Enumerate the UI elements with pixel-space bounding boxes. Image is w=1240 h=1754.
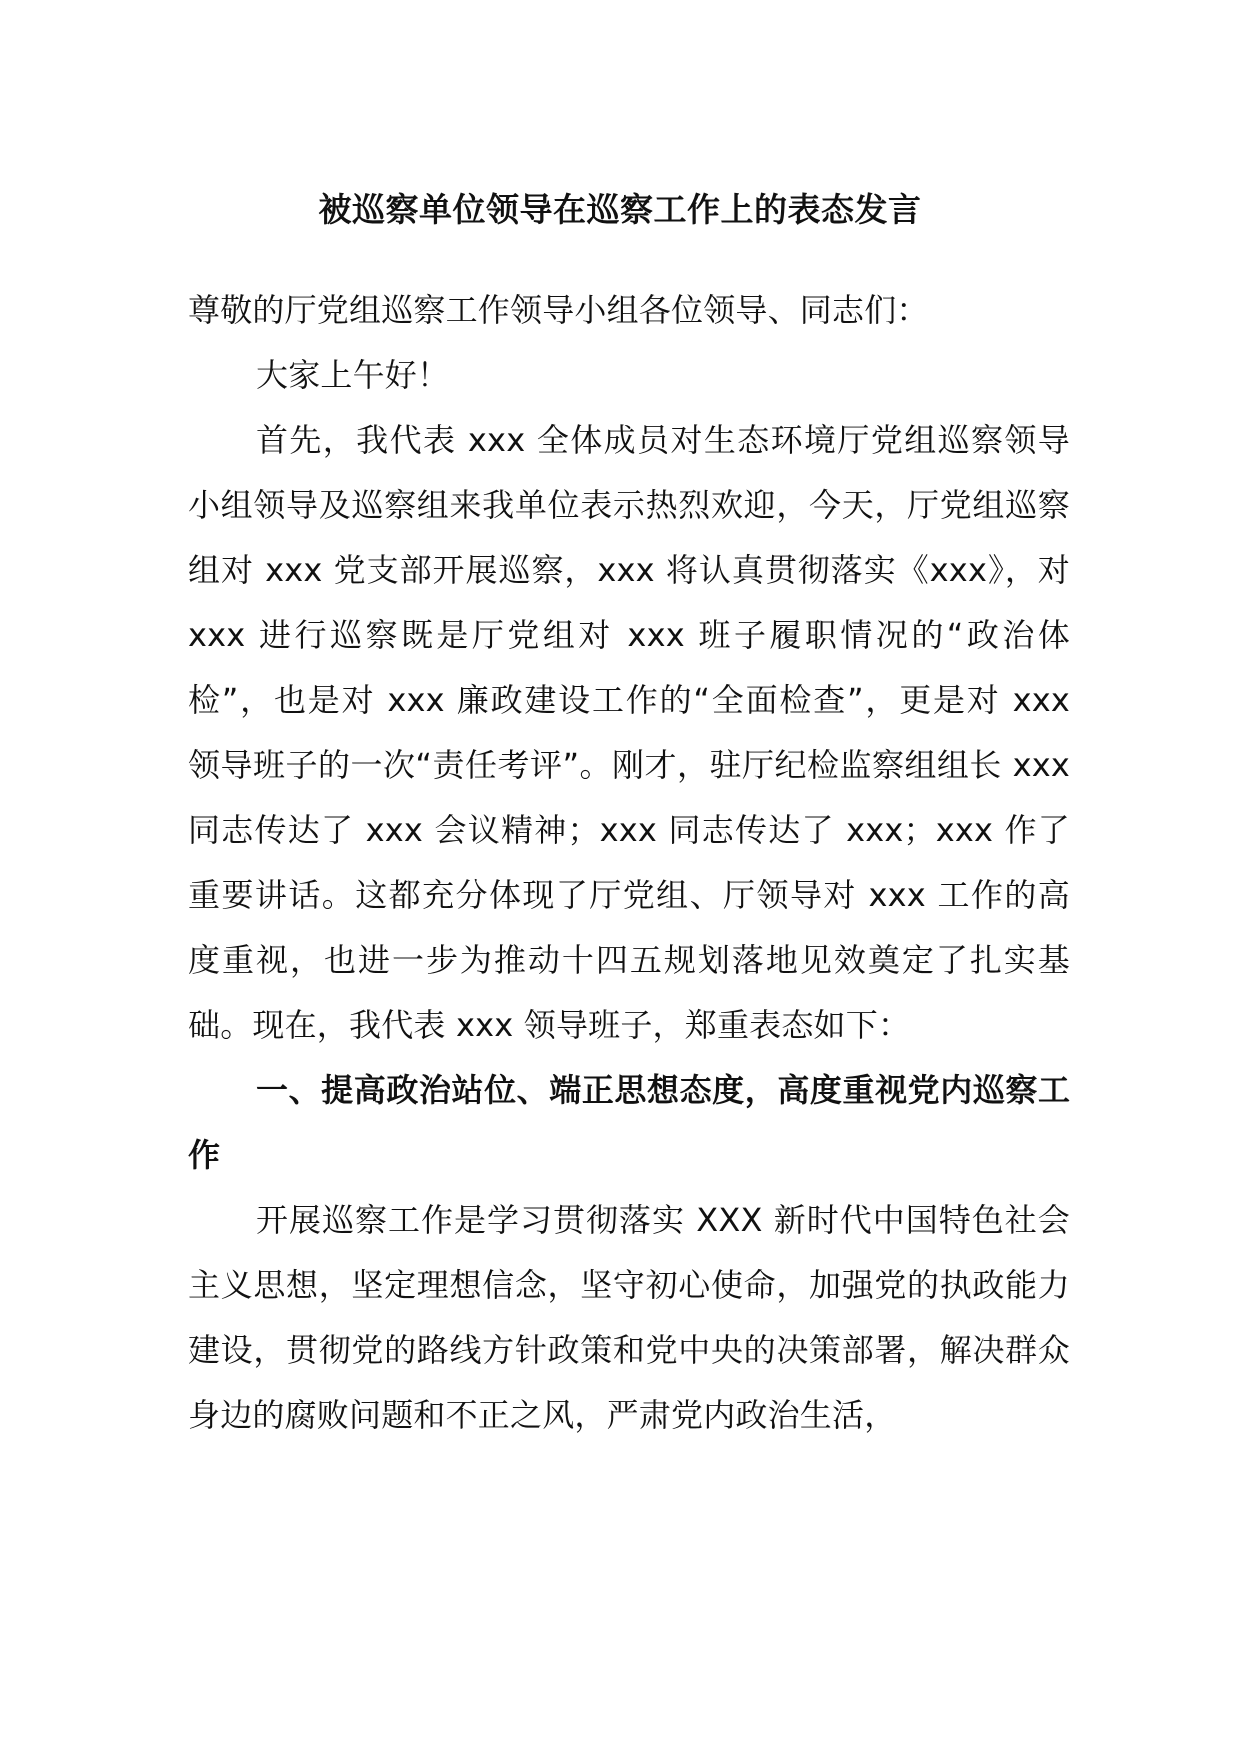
greeting: 大家上午好！	[256, 356, 450, 394]
body-paragraph-2: 开展巡察工作是学习贯彻落实 XXX 新时代中国特色社会主义思想，坚定理想信念，坚守初心使命，加强党的执政能力建设，贯彻党的路线方针政策和党中央的决策部署，解决群众身边的腐败问题和不正之风，严肃党内政治生活，	[188, 1201, 1070, 1434]
salutation: 尊敬的厅党组巡察工作领导小组各位领导、同志们：	[188, 291, 929, 329]
document-title: 被巡察单位领导在巡察工作上的表态发言	[318, 190, 922, 229]
section-heading-1: 一、提高政治站位、端正思想态度，高度重视党内巡察工作	[188, 1071, 1070, 1174]
body-paragraph-1: 首先，我代表 xxx 全体成员对生态环境厅党组巡察领导小组领导及巡察组来我单位表示热烈欢迎，今天，厅党组巡察组对 xxx 党支部开展巡察，xxx 将认真贯彻落实《xxx》，对 xxx 进行巡察既是厅党组对 xxx 班子履职情况的“政治体检”，也是对 xxx 廉政建设工作的“全面检查”，更是对 xxx 领导班子的一次“责任考评”。刚才，驻厅纪检监察组组长 xxx 同志传达了 xxx 会议精神；xxx 同志传达了 xxx；xxx 作了重要讲话。这都充分体现了厅党组、厅领导对 xxx 工作的高度重视，也进一步为推动十四五规划落地见效奠定了扎实基础。现在，我代表 xxx 领导班子，郑重表态如下：	[188, 421, 1070, 1044]
